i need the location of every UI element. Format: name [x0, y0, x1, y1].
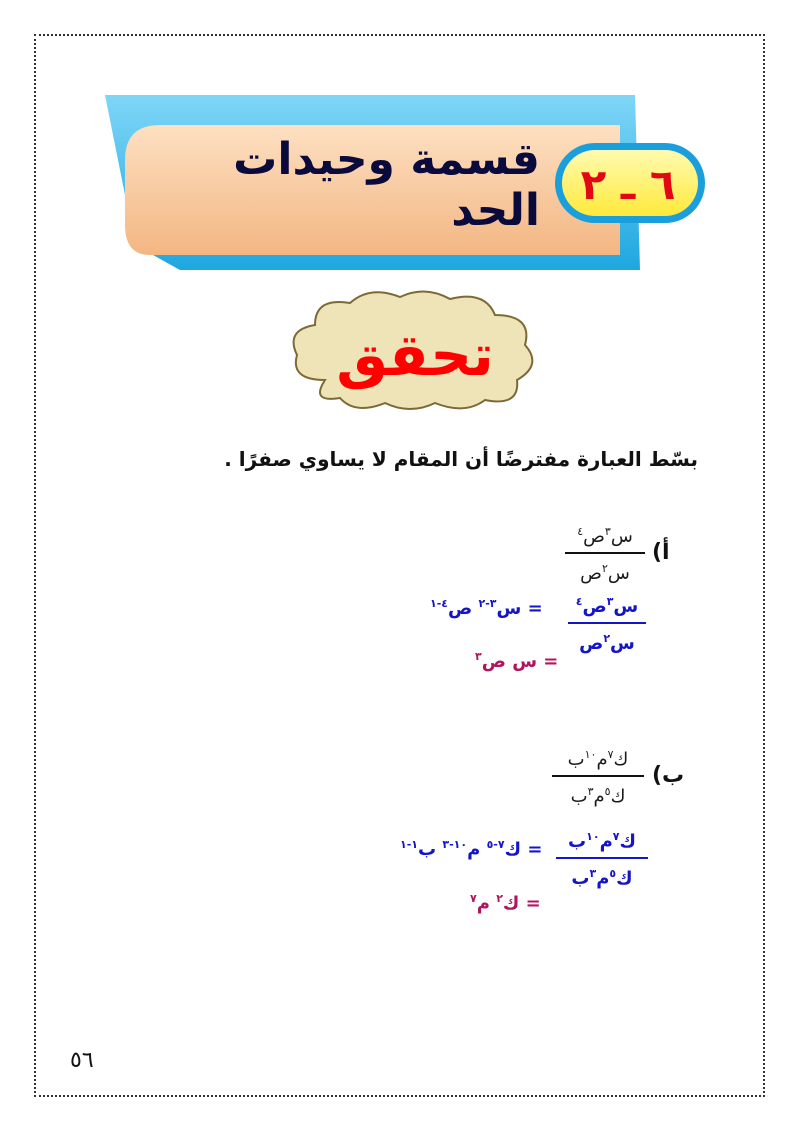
fraction-bar — [568, 622, 646, 624]
fraction-bar — [565, 552, 645, 554]
fraction-denominator: س$^٢$ص — [579, 632, 635, 654]
fraction-denominator: ك$^٥$م$^٣$ب — [571, 867, 633, 889]
fraction-bar — [552, 775, 644, 777]
fraction-numerator: ك$^٧$م$^{١٠}$ب — [567, 748, 629, 770]
fraction-bar — [556, 857, 648, 859]
lesson-title: قسمة وحيدات الحد — [233, 134, 540, 236]
fraction-denominator: س$^٢$ص — [580, 562, 630, 584]
problem-a-label: أ) — [652, 540, 670, 565]
problem-b-solution-fraction — [556, 825, 648, 891]
fraction-numerator: س$^٣$ص$^٤$ — [575, 595, 639, 617]
problem-a-solution-fraction — [568, 590, 646, 656]
fraction-numerator: ك$^٧$م$^{١٠}$ب — [568, 830, 636, 852]
problem-a-result: = س ص$^٣$ — [475, 650, 559, 672]
fraction-denominator: ك$^٥$م$^٣$ب — [570, 785, 626, 807]
problem-b-given-fraction — [552, 743, 644, 809]
problem-a-step: = س$^{٣-٢}$ ص$^{٤-١}$ — [430, 597, 543, 619]
problem-b-label: ب) — [652, 763, 685, 788]
lesson-number: ٦ ـ ٢ — [580, 159, 676, 209]
fraction-numerator: س$^٣$ص$^٤$ — [577, 525, 633, 547]
page-number: ٥٦ — [70, 1048, 94, 1073]
problem-b-step: = ك$^{٧-٥}$ م$^{١٠-٣}$ ب$^{١-١}$ — [400, 838, 543, 860]
check-heading: تحقق — [336, 321, 494, 389]
problem-a-given-fraction — [565, 520, 645, 586]
problem-b-result: = ك$^٢$ م$^٧$ — [470, 892, 541, 914]
instruction-text: بسّط العبارة مفترضًا أن المقام لا يساوي صفرًا . — [224, 447, 698, 471]
